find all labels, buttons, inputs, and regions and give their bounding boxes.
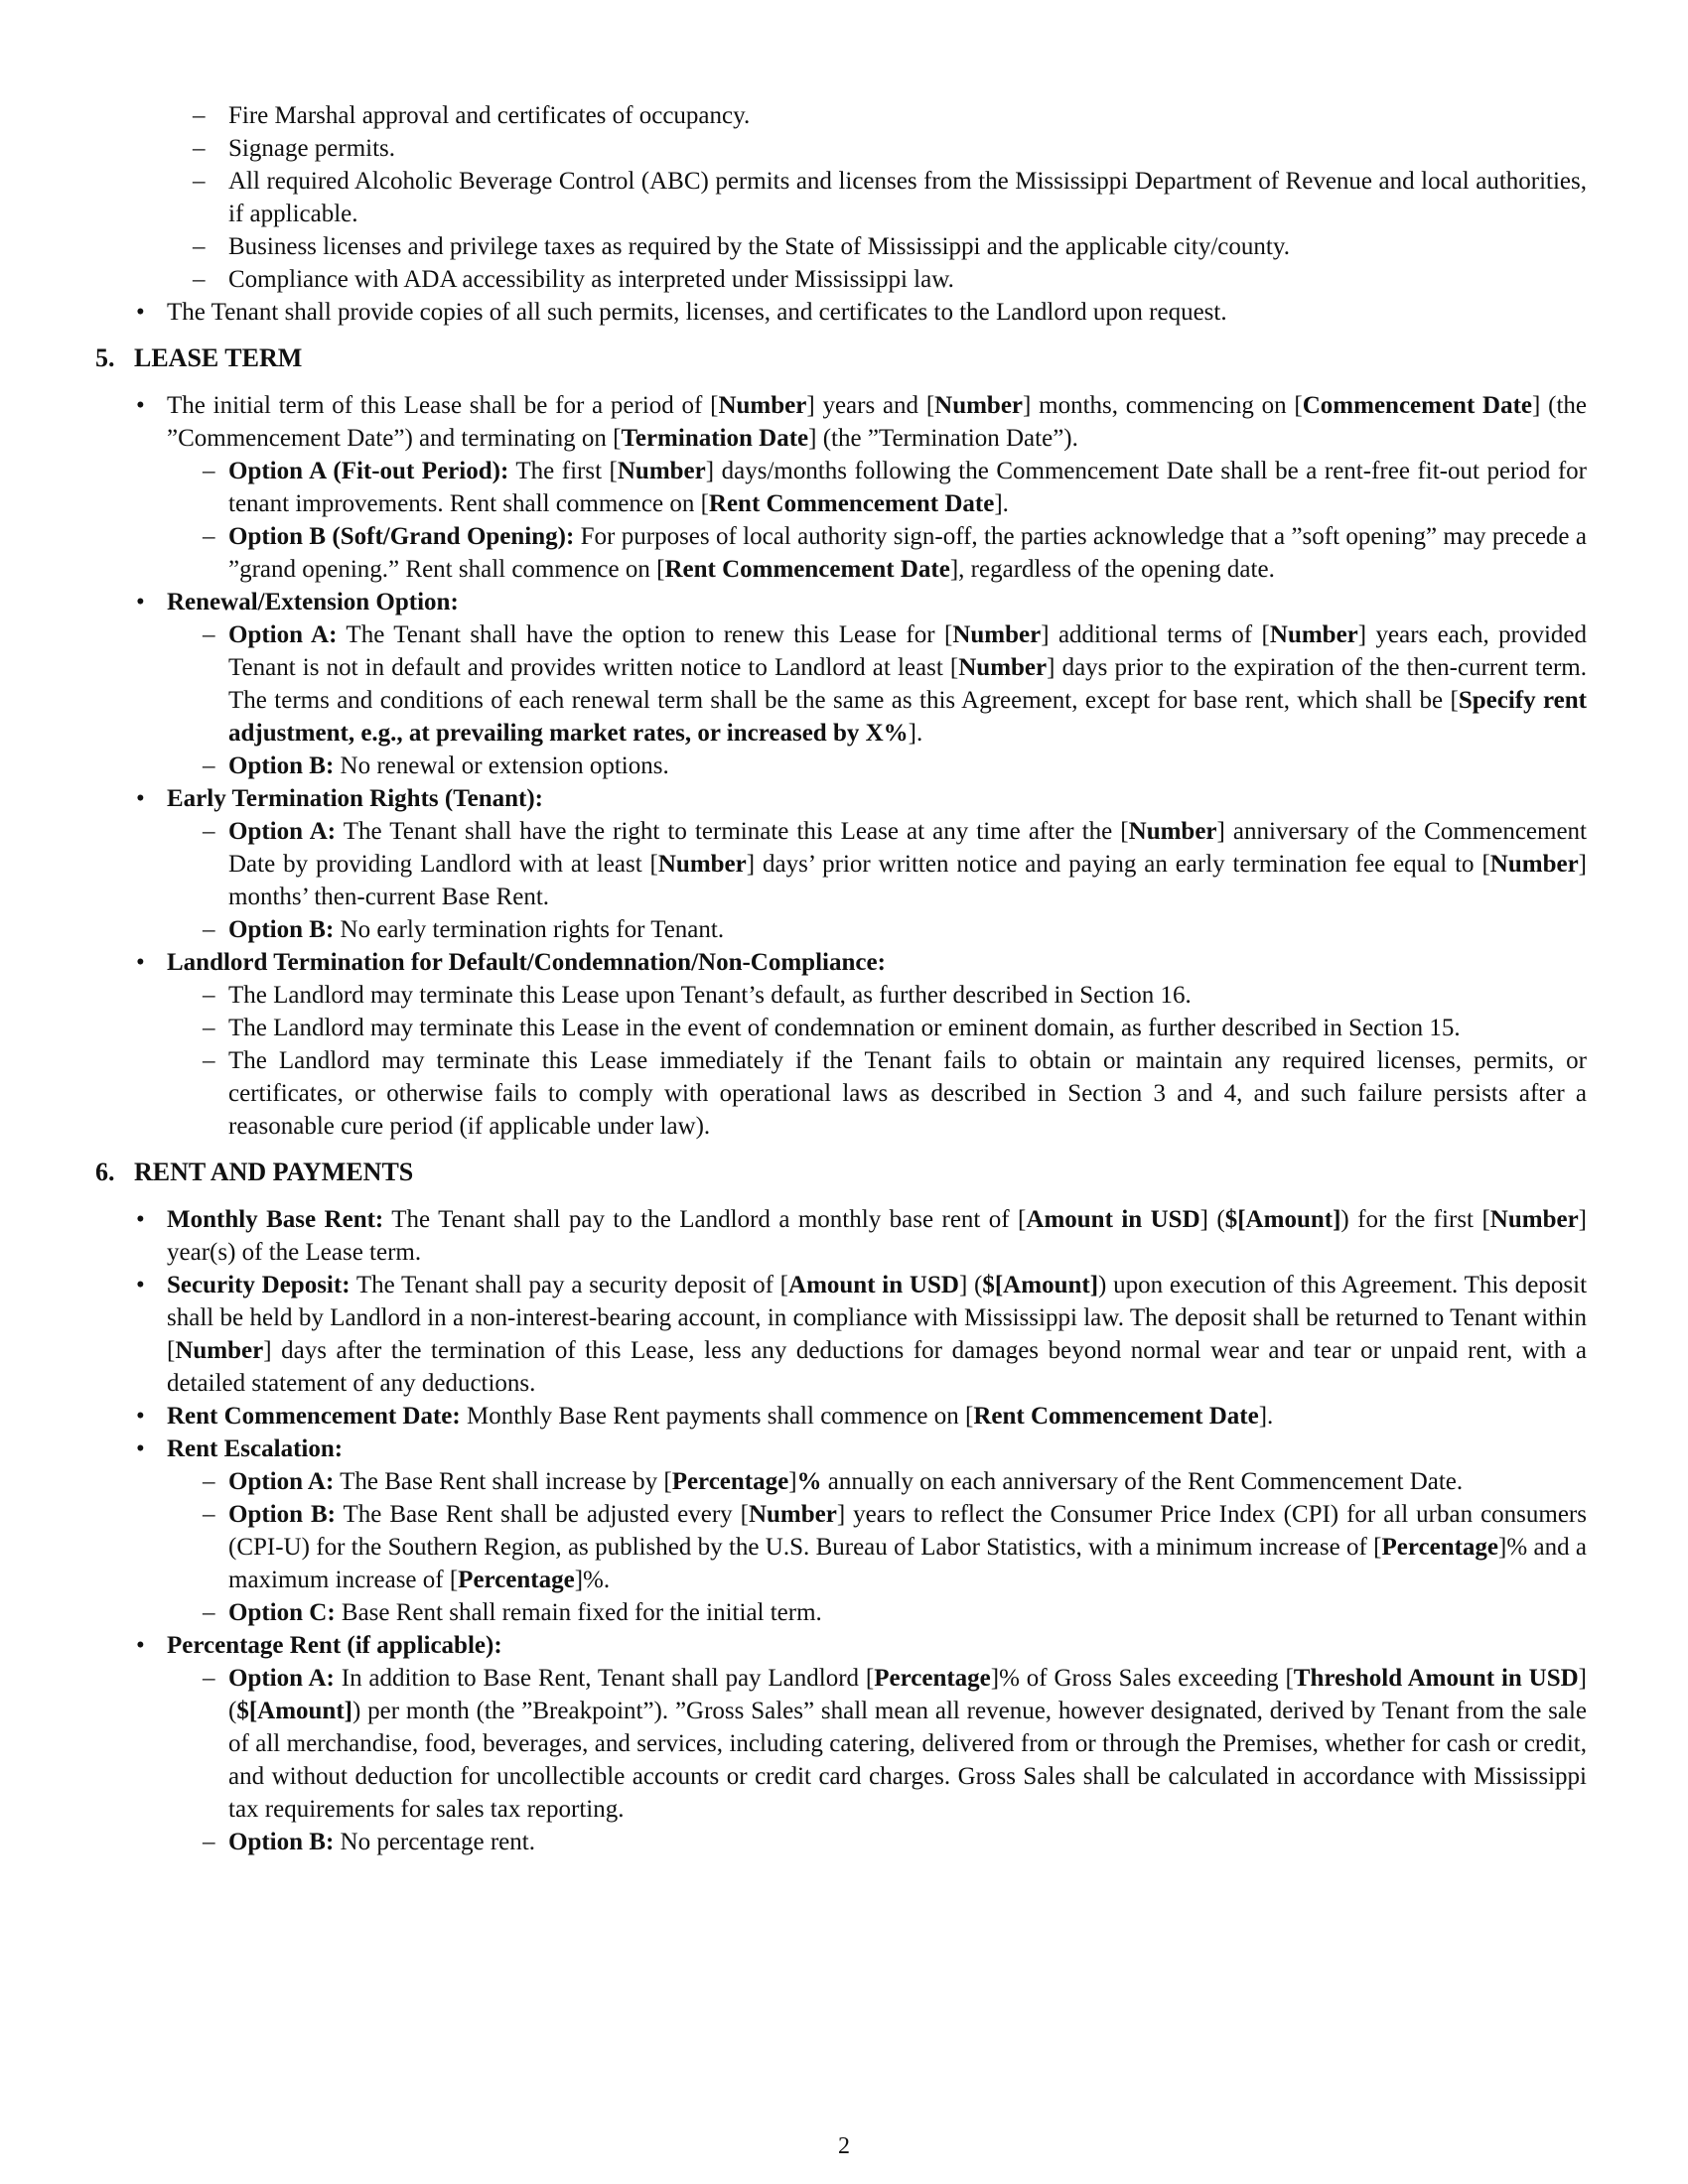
list-item: – Option B: No early termination rights for Tenant. [167, 913, 1587, 946]
lease-term-list [95, 389, 1587, 1143]
list-item-rent-escalation: • Rent Escalation: – Option A: The Base Rent shall increase by [Percentage]% annually on each anniversary of the Rent Commencement Date. – Option B: The Base Rent shall be adjusted every [Number] years to reflect the Consumer Price Index (CPI) for all urban consumers (CPI-U) for the Southern Region, as published by the U.S. Bureau of Labor Statistics, with a minimum increase of [Percentage]% and a maximum increase of [Percentage]%. – Option C: Base Rent shall remain fixed for the initial term. [95, 1433, 1587, 1629]
list-item: – Option A: The Tenant shall have the option to renew this Lease for [Number] additional terms of [Number] years each, provided Tenant is not in default and provides written notice to Landlord at least [Number] days prior to the expiration of the then-current term. The terms and conditions of each renewal term shall be the same as this Agreement, except for base rent, which shall be [Specify rent adjustment, e.g., at prevailing market rates, or increased by X%]. [167, 618, 1587, 750]
list-item-initial-term: • The initial term of this Lease shall be for a period of [Number] years and [Number] months, commencing on [Commencement Date] (the ”Commencement Date”) and terminating on [Termination Date] (the ”Termination Date”). – Option A (Fit-out Period): The first [Number] days/months following the Commencement Date shall be a rent-free fit-out period for tenant improvements. Rent shall commence on [Rent Commencement Date]. – Option B (Soft/Grand Opening): For purposes of local authority sign-off, the parties acknowledge that a ”soft opening” may precede a ”grand opening.” Rent shall commence on [Rent Commencement Date], regardless of the opening date. [95, 389, 1587, 586]
list-item: – Fire Marshal approval and certificates of occupancy. [95, 99, 1587, 132]
list-item: – Business licenses and privilege taxes as required by the State of Mississippi and the applicable city/county. [95, 230, 1587, 263]
permits-sublist [95, 99, 1587, 296]
list-item: – Option B: No renewal or extension options. [167, 750, 1587, 782]
list-item: – Option B: No percentage rent. [167, 1826, 1587, 1858]
list-item: – The Landlord may terminate this Lease in the event of condemnation or eminent domain, as further described in Section 15. [167, 1012, 1587, 1044]
list-item: – The Landlord may terminate this Lease immediately if the Tenant fails to obtain or maintain any required licenses, permits, or certificates, or otherwise fails to comply with operational laws as described in Section 3 and 4, and such failure persists after a reasonable cure period (if applicable under law). [167, 1044, 1587, 1143]
document-page [95, 99, 1587, 1858]
list-item: • The Tenant shall provide copies of all such permits, licenses, and certificates to the Landlord upon request. [95, 296, 1587, 329]
section-heading-rent: 6. RENT AND PAYMENTS [95, 1158, 414, 1186]
list-item-landlord-termination: • Landlord Termination for Default/Condemnation/Non-Compliance: – The Landlord may terminate this Lease upon Tenant’s default, as further described in Section 16. – The Landlord may terminate this Lease in the event of condemnation or eminent domain, as further described in Section 15. – The Landlord may terminate this Lease immediately if the Tenant fails to obtain or maintain any required licenses, permits, or certificates, or otherwise fails to comply with operational laws as described in Section 3 and 4, and such failure persists after a reasonable cure period (if applicable under law). [95, 946, 1587, 1143]
list-item-base-rent: • Monthly Base Rent: The Tenant shall pay to the Landlord a monthly base rent of [Amount in USD] ($[Amount]) for the first [Number] year(s) of the Lease term. [95, 1203, 1587, 1269]
list-item: – Signage permits. [95, 132, 1587, 165]
rent-list [95, 1203, 1587, 1858]
list-item: – Option C: Base Rent shall remain fixed for the initial term. [167, 1596, 1587, 1629]
list-item-renewal: • Renewal/Extension Option: – Option A: The Tenant shall have the option to renew this Lease for [Number] additional terms of [Number] years each, provided Tenant is not in default and provides written notice to Landlord at least [Number] days prior to the expiration of the then-current term. The terms and conditions of each renewal term shall be the same as this Agreement, except for base rent, which shall be [Specify rent adjustment, e.g., at prevailing market rates, or increased by X%]. – Option B: No renewal or extension options. [95, 586, 1587, 782]
list-item-security-deposit: • Security Deposit: The Tenant shall pay a security deposit of [Amount in USD] ($[Amount]) upon execution of this Agreement. This deposit shall be held by Landlord in a non-interest-bearing account, in compliance with Mississippi law. The deposit shall be returned to Tenant within [Number] days after the termination of this Lease, less any deductions for damages beyond normal wear and tear or unpaid rent, with a detailed statement of any deductions. [95, 1269, 1587, 1400]
list-item: – Compliance with ADA accessibility as interpreted under Mississippi law. [95, 263, 1587, 296]
list-item: – The Landlord may terminate this Lease upon Tenant’s default, as further described in Section 16. [167, 979, 1587, 1012]
permits-bullets [95, 296, 1587, 329]
list-item: – All required Alcoholic Beverage Control (ABC) permits and licenses from the Mississippi Department of Revenue and local authorities, if applicable. [95, 165, 1587, 230]
list-item: – Option A (Fit-out Period): The first [Number] days/months following the Commencement Date shall be a rent-free fit-out period for tenant improvements. Rent shall commence on [Rent Commencement Date]. [167, 455, 1587, 520]
list-item-percentage-rent: • Percentage Rent (if applicable): – Option A: In addition to Base Rent, Tenant shall pay Landlord [Percentage]% of Gross Sales exceeding [Threshold Amount in USD] ($[Amount]) per month (the ”Breakpoint”). ”Gross Sales” shall mean all revenue, however designated, derived by Tenant from the sale of all merchandise, food, beverages, and services, including catering, delivered from or through the Premises, whether for cash or credit, and without deduction for uncollectible accounts or credit card charges. Gross Sales shall be calculated in accordance with Mississippi tax requirements for sales tax reporting. – Option B: No percentage rent. [95, 1629, 1587, 1858]
list-item-rent-commencement: • Rent Commencement Date: Monthly Base Rent payments shall commence on [Rent Commencement Date]. [95, 1400, 1587, 1433]
list-item: – Option A: The Tenant shall have the right to terminate this Lease at any time after the [Number] anniversary of the Commencement Date by providing Landlord with at least [Number] days’ prior written notice and paying an early termination fee equal to [Number] months’ then-current Base Rent. [167, 815, 1587, 913]
list-item: – Option A: The Base Rent shall increase by [Percentage]% annually on each anniversary of the Rent Commencement Date. [167, 1465, 1587, 1498]
list-item-early-termination: • Early Termination Rights (Tenant): – Option A: The Tenant shall have the right to terminate this Lease at any time after the [Number] anniversary of the Commencement Date by providing Landlord with at least [Number] days’ prior written notice and paying an early termination fee equal to [Number] months’ then-current Base Rent. – Option B: No early termination rights for Tenant. [95, 782, 1587, 946]
list-item: – Option B (Soft/Grand Opening): For purposes of local authority sign-off, the parties acknowledge that a ”soft opening” may precede a ”grand opening.” Rent shall commence on [Rent Commencement Date], regardless of the opening date. [167, 520, 1587, 586]
section-heading-lease-term: 5. LEASE TERM [95, 343, 303, 372]
list-item: – Option A: In addition to Base Rent, Tenant shall pay Landlord [Percentage]% of Gross Sales exceeding [Threshold Amount in USD] ($[Amount]) per month (the ”Breakpoint”). ”Gross Sales” shall mean all revenue, however designated, derived by Tenant from the sale of all merchandise, food, beverages, and services, including catering, delivered from or through the Premises, whether for cash or credit, and without deduction for uncollectible accounts or credit card charges. Gross Sales shall be calculated in accordance with Mississippi tax requirements for sales tax reporting. [167, 1662, 1587, 1826]
list-item: – Option B: The Base Rent shall be adjusted every [Number] years to reflect the Consumer Price Index (CPI) for all urban consumers (CPI-U) for the Southern Region, as published by the U.S. Bureau of Labor Statistics, with a minimum increase of [Percentage]% and a maximum increase of [Percentage]%. [167, 1498, 1587, 1596]
page-number: 2 [838, 2133, 850, 2159]
